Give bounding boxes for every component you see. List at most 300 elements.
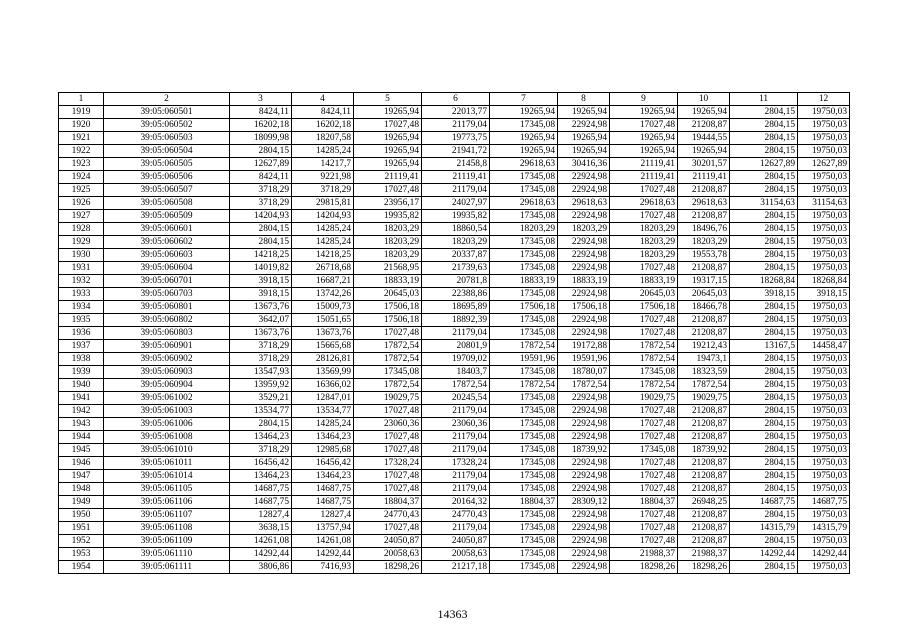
table-cell: 21208,87: [678, 470, 730, 483]
table-cell: 13534,77: [230, 405, 292, 418]
table-cell: 22924,98: [558, 522, 610, 535]
table-cell: 3718,29: [230, 340, 292, 353]
table-cell: 18739,92: [678, 444, 730, 457]
table-cell: 22924,98: [558, 171, 610, 184]
table-cell: 22013,77: [422, 106, 490, 119]
table-cell: 24050,87: [422, 535, 490, 548]
table-row: [59, 470, 850, 483]
table-cell: 19265,94: [610, 106, 678, 119]
table-row: [59, 535, 850, 548]
table-row: [59, 522, 850, 535]
table-cell: 19265,94: [354, 132, 422, 145]
table-cell: 19029,75: [354, 392, 422, 405]
table-cell: 39:05:061011: [104, 457, 230, 470]
table-cell: 1942: [59, 405, 104, 418]
table-cell: 14687,75: [230, 483, 292, 496]
table-cell: 8424,11: [230, 106, 292, 119]
table-cell: 39:05:060602: [104, 236, 230, 249]
table-cell: 39:05:061008: [104, 431, 230, 444]
table-cell: 20058,63: [354, 548, 422, 561]
table-cell: 19265,94: [354, 158, 422, 171]
page-number: 14363: [437, 607, 468, 621]
table-cell: 14315,79: [730, 522, 798, 535]
table-cell: 17027,48: [610, 184, 678, 197]
table-cell: 14218,25: [230, 249, 292, 262]
table-cell: 19750,03: [798, 262, 850, 275]
table-cell: 17345,08: [354, 366, 422, 379]
table-cell: 13464,23: [292, 431, 354, 444]
column-header: 2: [104, 93, 230, 106]
table-cell: 17027,48: [354, 119, 422, 132]
table-row: [59, 236, 850, 249]
table-cell: 17345,08: [490, 210, 558, 223]
table-cell: 2804,15: [730, 392, 798, 405]
column-header: 10: [678, 93, 730, 106]
table-cell: 39:05:060902: [104, 353, 230, 366]
table-row: [59, 392, 850, 405]
table-cell: 39:05:061111: [104, 561, 230, 574]
table-row: [59, 145, 850, 158]
table-cell: 2804,15: [730, 418, 798, 431]
table-cell: 12827,4: [230, 509, 292, 522]
table-cell: 22924,98: [558, 483, 610, 496]
table-cell: 19750,03: [798, 327, 850, 340]
table-cell: 19709,02: [422, 353, 490, 366]
table-cell: 17345,08: [490, 509, 558, 522]
table-cell: 3918,15: [230, 288, 292, 301]
table-cell: 18695,89: [422, 301, 490, 314]
table-cell: 19773,75: [422, 132, 490, 145]
table-cell: 22924,98: [558, 262, 610, 275]
table-cell: 21179,04: [422, 327, 490, 340]
column-header: 7: [490, 93, 558, 106]
table-cell: 17345,08: [490, 548, 558, 561]
table-cell: 17027,48: [610, 509, 678, 522]
table-cell: 17506,18: [354, 301, 422, 314]
table-cell: 18403,7: [422, 366, 490, 379]
table-cell: 2804,15: [730, 444, 798, 457]
table-cell: 17872,54: [610, 353, 678, 366]
table-cell: 17027,48: [610, 327, 678, 340]
column-header: 3: [230, 93, 292, 106]
table-cell: 14217,7: [292, 158, 354, 171]
table-cell: 17345,08: [490, 184, 558, 197]
table-cell: 13464,23: [292, 470, 354, 483]
table-cell: 19553,78: [678, 249, 730, 262]
table-cell: 39:05:060501: [104, 106, 230, 119]
table-cell: 1928: [59, 223, 104, 236]
table-cell: 1933: [59, 288, 104, 301]
table-cell: 19750,03: [798, 457, 850, 470]
table-cell: 39:05:061110: [104, 548, 230, 561]
table-cell: 17027,48: [610, 535, 678, 548]
table-row: [59, 119, 850, 132]
table-cell: 13757,94: [292, 522, 354, 535]
table-cell: 21208,87: [678, 405, 730, 418]
table-cell: 20245,54: [422, 392, 490, 405]
table-cell: 17328,24: [354, 457, 422, 470]
table-cell: 17872,54: [354, 353, 422, 366]
table-cell: 2804,15: [230, 145, 292, 158]
table-cell: 19750,03: [798, 405, 850, 418]
table-cell: 29618,63: [490, 197, 558, 210]
column-header: 6: [422, 93, 490, 106]
table-cell: 28126,81: [292, 353, 354, 366]
table-cell: 39:05:061002: [104, 392, 230, 405]
table-cell: 21208,87: [678, 522, 730, 535]
table-cell: 17345,08: [490, 418, 558, 431]
table-cell: 21208,87: [678, 483, 730, 496]
table-row: [59, 548, 850, 561]
table-cell: 3638,15: [230, 522, 292, 535]
table-cell: 14458,47: [798, 340, 850, 353]
table-cell: 21179,04: [422, 405, 490, 418]
table-cell: 16202,18: [292, 119, 354, 132]
table-cell: 31154,63: [798, 197, 850, 210]
table-cell: 14261,08: [292, 535, 354, 548]
table-cell: 12985,68: [292, 444, 354, 457]
table-cell: 13534,77: [292, 405, 354, 418]
table-cell: 22924,98: [558, 236, 610, 249]
table-cell: 21208,87: [678, 327, 730, 340]
table-cell: 22924,98: [558, 509, 610, 522]
table-cell: 2804,15: [730, 483, 798, 496]
table-cell: 21119,41: [354, 171, 422, 184]
table-cell: 18203,29: [610, 249, 678, 262]
table-cell: 39:05:060802: [104, 314, 230, 327]
table-cell: 14687,75: [230, 496, 292, 509]
table-cell: 13959,92: [230, 379, 292, 392]
table-cell: 39:05:060603: [104, 249, 230, 262]
column-header: 4: [292, 93, 354, 106]
table-cell: 13742,26: [292, 288, 354, 301]
table-cell: 14292,44: [230, 548, 292, 561]
table-cell: 29618,63: [490, 158, 558, 171]
table-cell: 19750,03: [798, 483, 850, 496]
table-cell: 21208,87: [678, 418, 730, 431]
table-cell: 17872,54: [422, 379, 490, 392]
table-cell: 17027,48: [610, 522, 678, 535]
table-cell: 2804,15: [730, 223, 798, 236]
table-row: [59, 418, 850, 431]
table-cell: 17345,08: [490, 535, 558, 548]
table-row: [59, 379, 850, 392]
table-cell: 21568,95: [354, 262, 422, 275]
table-cell: 19750,03: [798, 314, 850, 327]
table-cell: 19265,94: [610, 145, 678, 158]
table-row: [59, 496, 850, 509]
table-cell: 17872,54: [490, 379, 558, 392]
table-cell: 3718,29: [230, 353, 292, 366]
table-cell: 18298,26: [610, 561, 678, 574]
table-row: [59, 132, 850, 145]
table-cell: 39:05:061109: [104, 535, 230, 548]
table-cell: 13673,76: [230, 301, 292, 314]
table-cell: 1929: [59, 236, 104, 249]
table-cell: 21458,8: [422, 158, 490, 171]
table-row: [59, 483, 850, 496]
table-row: [59, 457, 850, 470]
table-cell: 16366,02: [292, 379, 354, 392]
table-row: [59, 444, 850, 457]
table-cell: 17345,08: [490, 522, 558, 535]
table-cell: 21119,41: [610, 171, 678, 184]
table-cell: 17027,48: [354, 327, 422, 340]
table-cell: 17345,08: [490, 431, 558, 444]
table-cell: 39:05:060509: [104, 210, 230, 223]
column-header: 11: [730, 93, 798, 106]
table-cell: 14687,75: [798, 496, 850, 509]
table-cell: 19750,03: [798, 509, 850, 522]
table-cell: 19750,03: [798, 418, 850, 431]
table-cell: 3918,15: [798, 288, 850, 301]
table-cell: 2804,15: [730, 262, 798, 275]
table-cell: 19935,82: [422, 210, 490, 223]
table-cell: 19473,1: [678, 353, 730, 366]
table-cell: 17027,48: [354, 470, 422, 483]
table-cell: 17345,08: [490, 561, 558, 574]
table-cell: 17345,08: [490, 236, 558, 249]
table-cell: 17345,08: [490, 262, 558, 275]
table-row: [59, 327, 850, 340]
table-cell: 14315,79: [798, 522, 850, 535]
table-cell: 14687,75: [730, 496, 798, 509]
table-cell: 13673,76: [230, 327, 292, 340]
table-cell: 14285,24: [292, 236, 354, 249]
table-cell: 39:05:060504: [104, 145, 230, 158]
table-cell: 19265,94: [678, 106, 730, 119]
table-cell: 2804,15: [730, 106, 798, 119]
table-cell: 8424,11: [292, 106, 354, 119]
table-cell: 20801,9: [422, 340, 490, 353]
table-cell: 20164,32: [422, 496, 490, 509]
table-cell: 17027,48: [610, 418, 678, 431]
table-cell: 39:05:061006: [104, 418, 230, 431]
table-cell: 1948: [59, 483, 104, 496]
table-cell: 2804,15: [730, 210, 798, 223]
table-cell: 2804,15: [730, 431, 798, 444]
table-cell: 3718,29: [230, 444, 292, 457]
table-cell: 17872,54: [678, 379, 730, 392]
table-cell: 14261,08: [230, 535, 292, 548]
table-cell: 20645,03: [354, 288, 422, 301]
table-cell: 19265,94: [354, 106, 422, 119]
table-cell: 23060,36: [354, 418, 422, 431]
table-cell: 12827,4: [292, 509, 354, 522]
table-cell: 12627,89: [230, 158, 292, 171]
table-cell: 2804,15: [730, 405, 798, 418]
table-cell: 1920: [59, 119, 104, 132]
table-cell: 17027,48: [354, 184, 422, 197]
table-cell: 2804,15: [730, 353, 798, 366]
table-cell: 2804,15: [730, 314, 798, 327]
table-cell: 17027,48: [610, 431, 678, 444]
table-body: [59, 93, 850, 574]
table-cell: 17345,08: [610, 366, 678, 379]
table-cell: 1939: [59, 366, 104, 379]
table-cell: 16456,42: [292, 457, 354, 470]
table-cell: 18203,29: [422, 236, 490, 249]
table-cell: 1927: [59, 210, 104, 223]
table-cell: 17027,48: [610, 314, 678, 327]
table-cell: 17506,18: [490, 301, 558, 314]
table-cell: 1952: [59, 535, 104, 548]
table-cell: 17506,18: [354, 314, 422, 327]
table-cell: 18496,76: [678, 223, 730, 236]
table-cell: 17345,08: [490, 405, 558, 418]
table-cell: 3918,15: [730, 288, 798, 301]
table-cell: 22924,98: [558, 327, 610, 340]
table-row: [59, 106, 850, 119]
table-row: [59, 184, 850, 197]
table-cell: 19750,03: [798, 171, 850, 184]
table-cell: 21739,63: [422, 262, 490, 275]
table-cell: 21208,87: [678, 431, 730, 444]
table-cell: 19265,94: [490, 106, 558, 119]
table-cell: 24027,97: [422, 197, 490, 210]
table-cell: 19265,94: [558, 132, 610, 145]
table-cell: 18298,26: [678, 561, 730, 574]
table-cell: 17506,18: [610, 301, 678, 314]
table-cell: 1949: [59, 496, 104, 509]
table-row: [59, 210, 850, 223]
table-cell: 31154,63: [730, 197, 798, 210]
table-cell: 19750,03: [798, 249, 850, 262]
table-cell: 18804,37: [610, 496, 678, 509]
table-cell: 21119,41: [422, 171, 490, 184]
table-cell: 14285,24: [292, 145, 354, 158]
table-cell: 23956,17: [354, 197, 422, 210]
header-row: [59, 93, 850, 106]
table-row: [59, 262, 850, 275]
table-cell: 17027,48: [354, 522, 422, 535]
table-cell: 19265,94: [558, 145, 610, 158]
table-cell: 1944: [59, 431, 104, 444]
table-cell: 17345,08: [490, 288, 558, 301]
table-cell: 17345,08: [490, 327, 558, 340]
table-cell: 15665,68: [292, 340, 354, 353]
table-cell: 20058,63: [422, 548, 490, 561]
table-cell: 7416,93: [292, 561, 354, 574]
table-cell: 19265,94: [610, 132, 678, 145]
table-cell: 21208,87: [678, 457, 730, 470]
table-cell: 22924,98: [558, 431, 610, 444]
table-cell: 21941,72: [422, 145, 490, 158]
table-cell: 14218,25: [292, 249, 354, 262]
table-cell: 19750,03: [798, 444, 850, 457]
table-cell: 29618,63: [610, 197, 678, 210]
table-row: [59, 405, 850, 418]
table-cell: 13464,23: [230, 431, 292, 444]
table-cell: 1943: [59, 418, 104, 431]
table-cell: 3718,29: [230, 197, 292, 210]
table-cell: 22388,86: [422, 288, 490, 301]
table-cell: 18203,29: [490, 223, 558, 236]
table-cell: 19212,43: [678, 340, 730, 353]
table-cell: 18833,19: [610, 275, 678, 288]
table-cell: 16202,18: [230, 119, 292, 132]
table-cell: 21208,87: [678, 262, 730, 275]
table-cell: 14204,93: [292, 210, 354, 223]
table-cell: 3806,86: [230, 561, 292, 574]
table-cell: 17872,54: [610, 340, 678, 353]
table-cell: 22924,98: [558, 535, 610, 548]
table-cell: 19265,94: [558, 106, 610, 119]
table-cell: 3718,29: [230, 184, 292, 197]
table-cell: 17872,54: [354, 340, 422, 353]
table-cell: 17345,08: [490, 171, 558, 184]
table-cell: 19750,03: [798, 223, 850, 236]
table-cell: 19750,03: [798, 210, 850, 223]
table-cell: 18203,29: [678, 236, 730, 249]
table-cell: 22924,98: [558, 314, 610, 327]
table-cell: 13569,99: [292, 366, 354, 379]
table-cell: 18739,92: [558, 444, 610, 457]
table-cell: 39:05:060801: [104, 301, 230, 314]
table-cell: 39:05:061107: [104, 509, 230, 522]
table-cell: 1923: [59, 158, 104, 171]
table-cell: 19029,75: [678, 392, 730, 405]
table-cell: 21179,04: [422, 483, 490, 496]
table-cell: 1954: [59, 561, 104, 574]
table-cell: 2804,15: [730, 327, 798, 340]
table-cell: 12627,89: [730, 158, 798, 171]
table-cell: 2804,15: [730, 132, 798, 145]
table-cell: 18860,54: [422, 223, 490, 236]
table-cell: 18268,84: [798, 275, 850, 288]
table-cell: 19265,94: [490, 145, 558, 158]
table-cell: 13547,93: [230, 366, 292, 379]
table-cell: 1940: [59, 379, 104, 392]
table-cell: 18298,26: [354, 561, 422, 574]
table-cell: 18780,07: [558, 366, 610, 379]
table-cell: 17027,48: [610, 470, 678, 483]
table-cell: 1947: [59, 470, 104, 483]
table-cell: 29618,63: [678, 197, 730, 210]
column-header: 1: [59, 93, 104, 106]
table-cell: 2804,15: [230, 418, 292, 431]
table-cell: 21208,87: [678, 314, 730, 327]
table-cell: 19265,94: [678, 145, 730, 158]
table-cell: 13464,23: [230, 470, 292, 483]
table-cell: 26948,25: [678, 496, 730, 509]
table-cell: 21179,04: [422, 522, 490, 535]
table-cell: 18099,98: [230, 132, 292, 145]
table-cell: 22924,98: [558, 392, 610, 405]
table-cell: 2804,15: [730, 379, 798, 392]
table-cell: 1934: [59, 301, 104, 314]
table-row: [59, 275, 850, 288]
table-cell: 16456,42: [230, 457, 292, 470]
table-cell: 39:05:061105: [104, 483, 230, 496]
table-cell: 19750,03: [798, 470, 850, 483]
table-cell: 21179,04: [422, 444, 490, 457]
column-header: 8: [558, 93, 610, 106]
table-cell: 14292,44: [292, 548, 354, 561]
table-cell: 39:05:060604: [104, 262, 230, 275]
table-cell: 18203,29: [354, 236, 422, 249]
table-cell: 1924: [59, 171, 104, 184]
table-cell: 19750,03: [798, 301, 850, 314]
table-cell: 19750,03: [798, 184, 850, 197]
table-cell: 17027,48: [354, 405, 422, 418]
column-header: 12: [798, 93, 850, 106]
table-cell: 1921: [59, 132, 104, 145]
table-cell: 22924,98: [558, 470, 610, 483]
table-cell: 22924,98: [558, 561, 610, 574]
table-cell: 14285,24: [292, 418, 354, 431]
table-cell: 39:05:060701: [104, 275, 230, 288]
